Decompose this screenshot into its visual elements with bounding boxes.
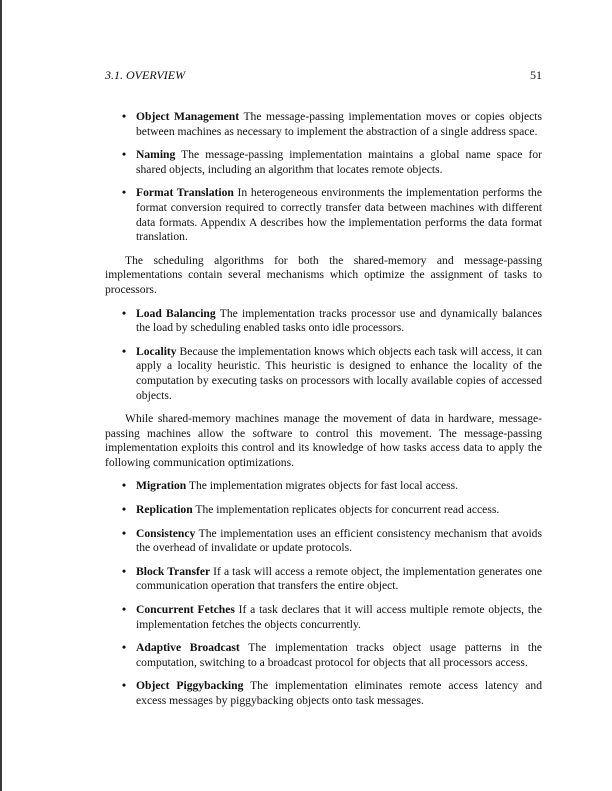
list-term: Block Transfer [136, 564, 211, 578]
list-term: Load Balancing [136, 306, 216, 320]
list-text: The implementation migrates objects for fast local access. [186, 479, 459, 493]
list-text: The implementation replicates objects for concurrent read access. [192, 503, 500, 517]
list-item [105, 307, 542, 336]
list-item [105, 479, 542, 494]
list-item [105, 110, 542, 139]
bullet-icon: • [122, 526, 127, 540]
bullet-icon: • [122, 306, 127, 320]
list-text: The implementation uses an efficient consistency mechanism that avoids the overhead of invalidate or update protocols. [136, 526, 542, 555]
bullet-icon: • [122, 564, 127, 578]
list-item [105, 148, 542, 177]
list-text: The implementation eliminates remote access latency and excess messages by piggybacking objects onto task messages. [136, 679, 542, 707]
list-term: Format Translation [136, 186, 234, 200]
list-term: Adaptive Broadcast [136, 641, 240, 655]
bullet-list-communication [105, 479, 542, 708]
list-text: If a task will access a remote object, the implementation generates one communication operation that transfers the entire object. [136, 564, 542, 593]
bullet-icon: • [122, 110, 127, 123]
list-text: The implementation tracks processor use and dynamically balances the load by scheduling enabled tasks onto idle processors. [136, 306, 543, 335]
list-term: Object Management [136, 110, 240, 123]
page-number: 51 [530, 68, 542, 82]
bullet-icon: • [122, 148, 127, 162]
bullet-icon: • [122, 479, 127, 493]
list-item [105, 603, 542, 632]
bullet-icon: • [122, 186, 127, 200]
bullet-icon: • [122, 603, 127, 617]
list-text: The implementation tracks object usage patterns in the computation, switching to a broadcast protocol for objects that all processors access. [136, 641, 543, 669]
list-item [105, 186, 542, 244]
running-header [105, 68, 542, 84]
bullet-list-scheduling [105, 307, 542, 404]
list-item [105, 503, 542, 518]
bullet-icon: • [122, 679, 127, 693]
list-item [105, 679, 542, 708]
bullet-icon: • [122, 641, 127, 655]
bullet-icon: • [122, 344, 127, 358]
running-title: 3.1. OVERVIEW [105, 68, 186, 82]
list-term: Naming [136, 148, 176, 162]
list-term: Object Piggybacking [136, 679, 244, 693]
list-term: Migration [136, 479, 187, 493]
list-term: Replication [136, 503, 193, 517]
paragraph-scheduling: The scheduling algorithms for both the shared-memory and message-passing implementations contain several mechanisms which optimize the assignment of tasks to processors. [105, 253, 542, 296]
page-edge-rule [0, 0, 2, 791]
list-text: If a task declares that it will access multiple remote objects, the implementation fetches the objects concurrently. [136, 603, 542, 631]
list-text: The message-passing implementation maintains a global name space for shared objects, including an algorithm that locates remote objects. [136, 148, 542, 176]
bullet-icon: • [122, 503, 127, 517]
list-item [105, 345, 542, 403]
list-text: Because the implementation knows which objects each task will access, it can apply a locality heuristic. This heuristic is designed to enhance the locality of the computation by executing tasks on processors with locally available copies of accessed objects. [136, 344, 542, 402]
bullet-list-message-passing [105, 110, 542, 245]
list-term: Locality [136, 344, 177, 358]
list-text: In heterogeneous environments the implementation performs the format conversion required to correctly transfer data between machines with different data formats. Appendix A describes how the implementation performs the data format translation. [136, 186, 542, 244]
page-body [105, 110, 542, 718]
list-term: Concurrent Fetches [136, 603, 235, 617]
paragraph-communication: While shared-memory machines manage the movement of data in hardware, message-passing machines allow the software to control this movement. The message-passing implementation exploits this control and its knowledge of how tasks access data to apply the following communication optimizations. [105, 412, 542, 469]
list-item [105, 641, 542, 670]
list-item [105, 565, 542, 594]
list-item [105, 527, 542, 556]
list-term: Consistency [136, 526, 196, 540]
list-text: The message-passing implementation moves or copies objects between machines as necessary to implement the abstraction of a single address space. [136, 110, 542, 138]
